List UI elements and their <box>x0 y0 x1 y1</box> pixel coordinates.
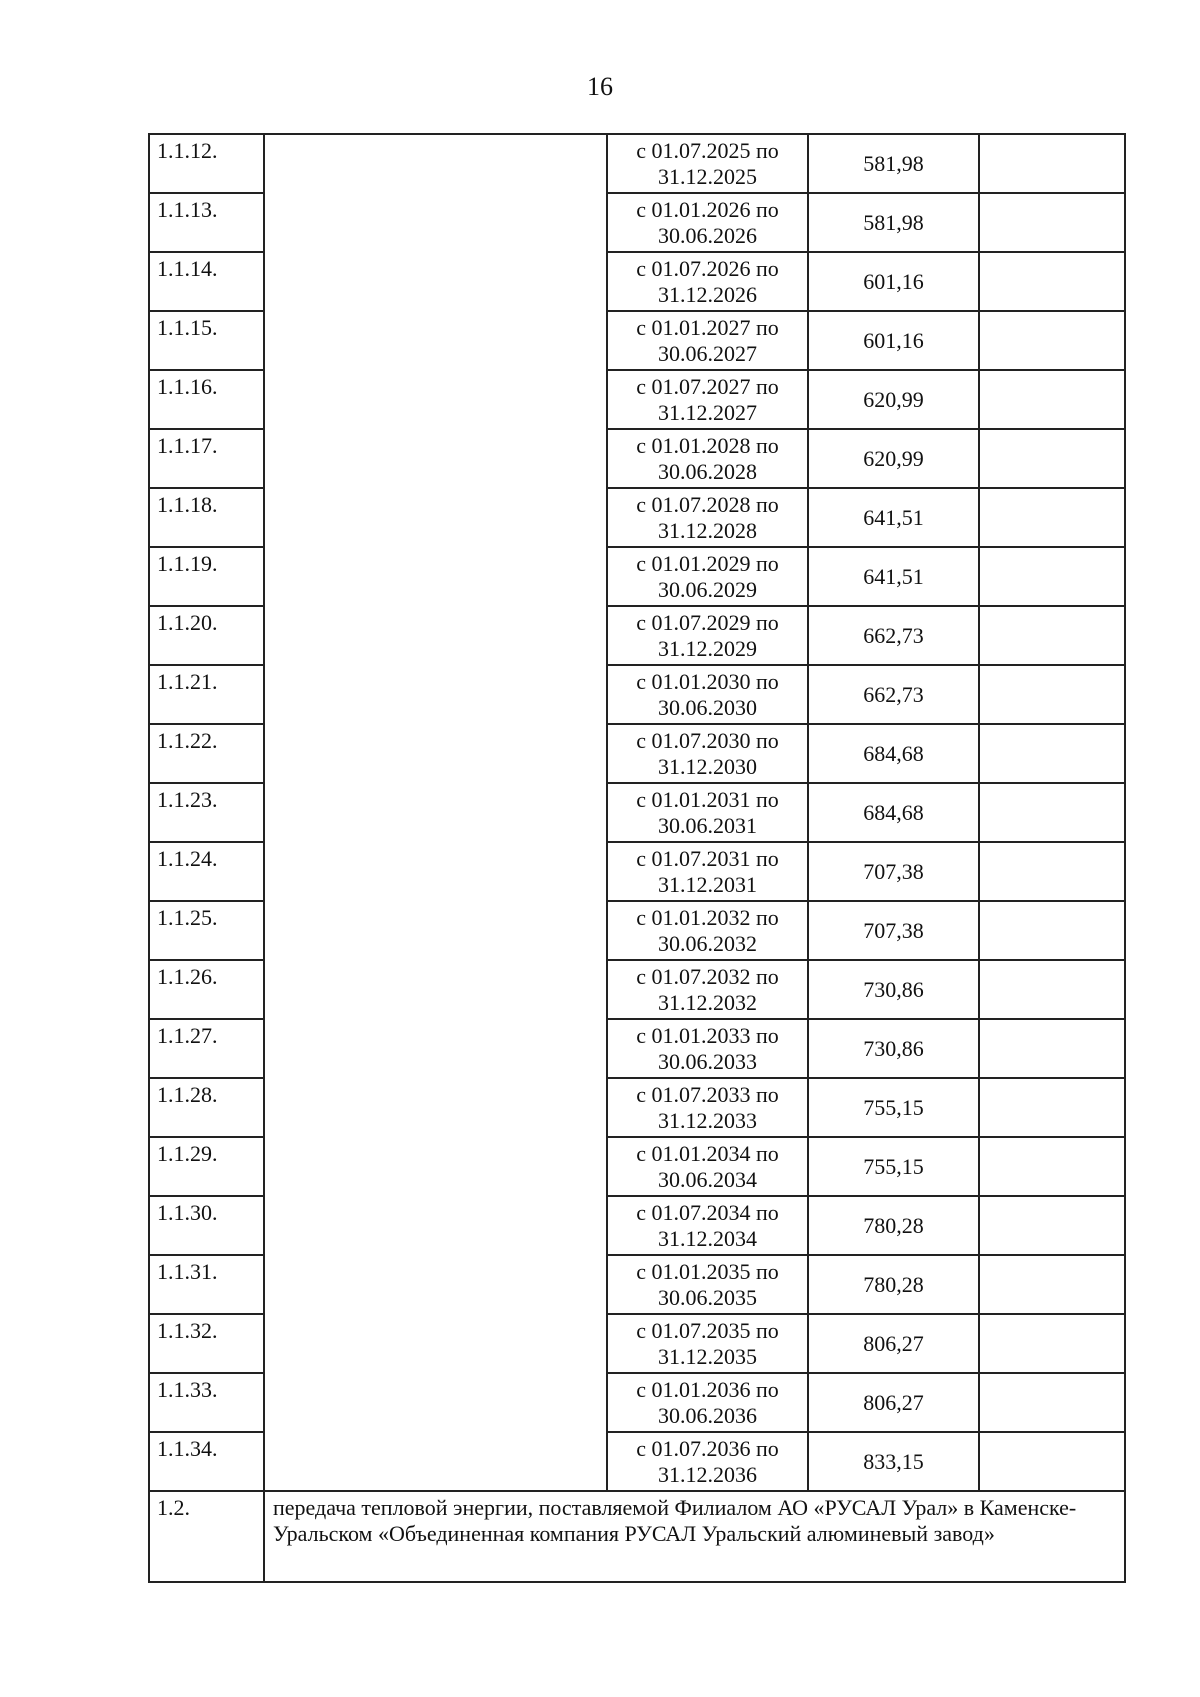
empty-cell <box>979 842 1125 901</box>
period-end: 30.06.2027 <box>658 340 757 366</box>
period-cell <box>607 193 808 252</box>
empty-cell <box>979 370 1125 429</box>
period-cell <box>607 488 808 547</box>
row-number: 1.1.16. <box>149 370 264 429</box>
period-cell <box>607 1196 808 1255</box>
empty-cell <box>979 1314 1125 1373</box>
period-cell <box>607 1019 808 1078</box>
tariff-value: 755,15 <box>808 1078 979 1137</box>
period-start: с 01.07.2033 по <box>636 1081 779 1107</box>
empty-cell <box>979 134 1125 193</box>
period-start: с 01.07.2030 по <box>636 727 779 753</box>
tariff-table <box>148 133 1126 1583</box>
row-number: 1.1.17. <box>149 429 264 488</box>
empty-cell <box>979 1432 1125 1491</box>
period-start: с 01.01.2031 по <box>636 786 779 812</box>
period-cell <box>607 1314 808 1373</box>
row-number: 1.1.19. <box>149 547 264 606</box>
period-cell <box>607 547 808 606</box>
period-cell <box>607 665 808 724</box>
period-start: с 01.01.2033 по <box>636 1022 779 1048</box>
period-end: 30.06.2030 <box>658 694 757 720</box>
empty-cell <box>979 606 1125 665</box>
period-start: с 01.07.2027 по <box>636 373 779 399</box>
row-number: 1.1.14. <box>149 252 264 311</box>
period-start: с 01.01.2030 по <box>636 668 779 694</box>
empty-cell <box>979 547 1125 606</box>
period-end: 30.06.2036 <box>658 1402 757 1428</box>
period-end: 31.12.2034 <box>658 1225 757 1251</box>
tariff-value: 662,73 <box>808 665 979 724</box>
row-number: 1.1.27. <box>149 1019 264 1078</box>
empty-cell <box>979 252 1125 311</box>
empty-cell <box>979 665 1125 724</box>
period-start: с 01.01.2032 по <box>636 904 779 930</box>
tariff-value: 662,73 <box>808 606 979 665</box>
period-end: 31.12.2027 <box>658 399 757 425</box>
period-cell <box>607 1255 808 1314</box>
row-number: 1.1.29. <box>149 1137 264 1196</box>
period-cell <box>607 1432 808 1491</box>
row-number: 1.1.34. <box>149 1432 264 1491</box>
empty-cell <box>979 783 1125 842</box>
period-cell <box>607 134 808 193</box>
row-number: 1.1.18. <box>149 488 264 547</box>
period-end: 31.12.2036 <box>658 1461 757 1487</box>
period-end: 31.12.2032 <box>658 989 757 1015</box>
period-end: 30.06.2028 <box>658 458 757 484</box>
tariff-value: 780,28 <box>808 1255 979 1314</box>
tariff-table-body <box>149 134 1125 1582</box>
period-cell <box>607 1373 808 1432</box>
row-number: 1.1.25. <box>149 901 264 960</box>
tariff-value: 620,99 <box>808 429 979 488</box>
tariff-value: 641,51 <box>808 488 979 547</box>
tariff-value: 806,27 <box>808 1373 979 1432</box>
empty-cell <box>979 488 1125 547</box>
period-cell <box>607 783 808 842</box>
empty-cell <box>979 429 1125 488</box>
period-start: с 01.07.2026 по <box>636 255 779 281</box>
tariff-value: 601,16 <box>808 311 979 370</box>
empty-cell <box>979 901 1125 960</box>
row-number: 1.1.15. <box>149 311 264 370</box>
tariff-value: 707,38 <box>808 842 979 901</box>
row-number: 1.1.12. <box>149 134 264 193</box>
empty-cell <box>979 311 1125 370</box>
period-start: с 01.01.2028 по <box>636 432 779 458</box>
period-cell <box>607 606 808 665</box>
period-start: с 01.01.2029 по <box>636 550 779 576</box>
period-cell <box>607 252 808 311</box>
period-start: с 01.01.2036 по <box>636 1376 779 1402</box>
empty-cell <box>979 960 1125 1019</box>
period-cell <box>607 1078 808 1137</box>
period-end: 30.06.2033 <box>658 1048 757 1074</box>
tariff-value: 707,38 <box>808 901 979 960</box>
period-start: с 01.07.2025 по <box>636 137 779 163</box>
period-start: с 01.01.2034 по <box>636 1140 779 1166</box>
empty-cell <box>979 724 1125 783</box>
tariff-value: 755,15 <box>808 1137 979 1196</box>
tariff-value: 684,68 <box>808 783 979 842</box>
row-number: 1.1.30. <box>149 1196 264 1255</box>
period-start: с 01.07.2028 по <box>636 491 779 517</box>
empty-cell <box>979 1078 1125 1137</box>
period-start: с 01.07.2036 по <box>636 1435 779 1461</box>
row-number: 1.1.22. <box>149 724 264 783</box>
period-end: 31.12.2031 <box>658 871 757 897</box>
item-description: передача тепловой энергии, поставляемой Филиалом АО «РУСАЛ Урал» в Каменске-Уральском «Объединенная компания РУСАЛ Уральский алюминевый завод» <box>264 1491 1125 1582</box>
period-cell <box>607 960 808 1019</box>
period-end: 31.12.2026 <box>658 281 757 307</box>
row-number: 1.1.31. <box>149 1255 264 1314</box>
tariff-value: 730,86 <box>808 960 979 1019</box>
period-cell <box>607 370 808 429</box>
tariff-value: 581,98 <box>808 193 979 252</box>
table-row <box>149 134 1125 193</box>
period-start: с 01.07.2029 по <box>636 609 779 635</box>
tariff-value: 780,28 <box>808 1196 979 1255</box>
empty-cell <box>979 1137 1125 1196</box>
period-end: 31.12.2033 <box>658 1107 757 1133</box>
tariff-value: 833,15 <box>808 1432 979 1491</box>
empty-cell <box>979 1196 1125 1255</box>
period-end: 31.12.2035 <box>658 1343 757 1369</box>
period-end: 31.12.2025 <box>658 163 757 189</box>
period-end: 30.06.2031 <box>658 812 757 838</box>
period-cell <box>607 1137 808 1196</box>
period-start: с 01.07.2031 по <box>636 845 779 871</box>
empty-cell <box>979 1373 1125 1432</box>
empty-cell <box>979 1019 1125 1078</box>
tariff-value: 730,86 <box>808 1019 979 1078</box>
tariff-value: 620,99 <box>808 370 979 429</box>
row-number: 1.1.23. <box>149 783 264 842</box>
row-number: 1.1.21. <box>149 665 264 724</box>
period-end: 30.06.2026 <box>658 222 757 248</box>
period-cell <box>607 429 808 488</box>
period-cell <box>607 311 808 370</box>
row-number: 1.1.28. <box>149 1078 264 1137</box>
period-end: 30.06.2035 <box>658 1284 757 1310</box>
row-number: 1.1.33. <box>149 1373 264 1432</box>
row-number: 1.1.13. <box>149 193 264 252</box>
period-start: с 01.01.2027 по <box>636 314 779 340</box>
row-number: 1.1.20. <box>149 606 264 665</box>
tariff-value: 806,27 <box>808 1314 979 1373</box>
period-end: 30.06.2029 <box>658 576 757 602</box>
period-cell <box>607 842 808 901</box>
period-start: с 01.07.2034 по <box>636 1199 779 1225</box>
tariff-value: 581,98 <box>808 134 979 193</box>
tariff-value: 641,51 <box>808 547 979 606</box>
period-start: с 01.01.2026 по <box>636 196 779 222</box>
row-number: 1.2. <box>149 1491 264 1582</box>
period-cell <box>607 901 808 960</box>
period-start: с 01.07.2035 по <box>636 1317 779 1343</box>
empty-cell <box>979 1255 1125 1314</box>
period-end: 31.12.2030 <box>658 753 757 779</box>
period-end: 30.06.2032 <box>658 930 757 956</box>
tariff-value: 601,16 <box>808 252 979 311</box>
merged-description-cell <box>264 134 607 1491</box>
tariff-value: 684,68 <box>808 724 979 783</box>
page-number: 16 <box>587 72 613 101</box>
period-cell <box>607 724 808 783</box>
row-number: 1.1.32. <box>149 1314 264 1373</box>
table-row-item-1-2 <box>149 1491 1125 1582</box>
row-number: 1.1.26. <box>149 960 264 1019</box>
period-start: с 01.01.2035 по <box>636 1258 779 1284</box>
empty-cell <box>979 193 1125 252</box>
period-end: 30.06.2034 <box>658 1166 757 1192</box>
period-end: 31.12.2028 <box>658 517 757 543</box>
row-number: 1.1.24. <box>149 842 264 901</box>
period-start: с 01.07.2032 по <box>636 963 779 989</box>
period-end: 31.12.2029 <box>658 635 757 661</box>
